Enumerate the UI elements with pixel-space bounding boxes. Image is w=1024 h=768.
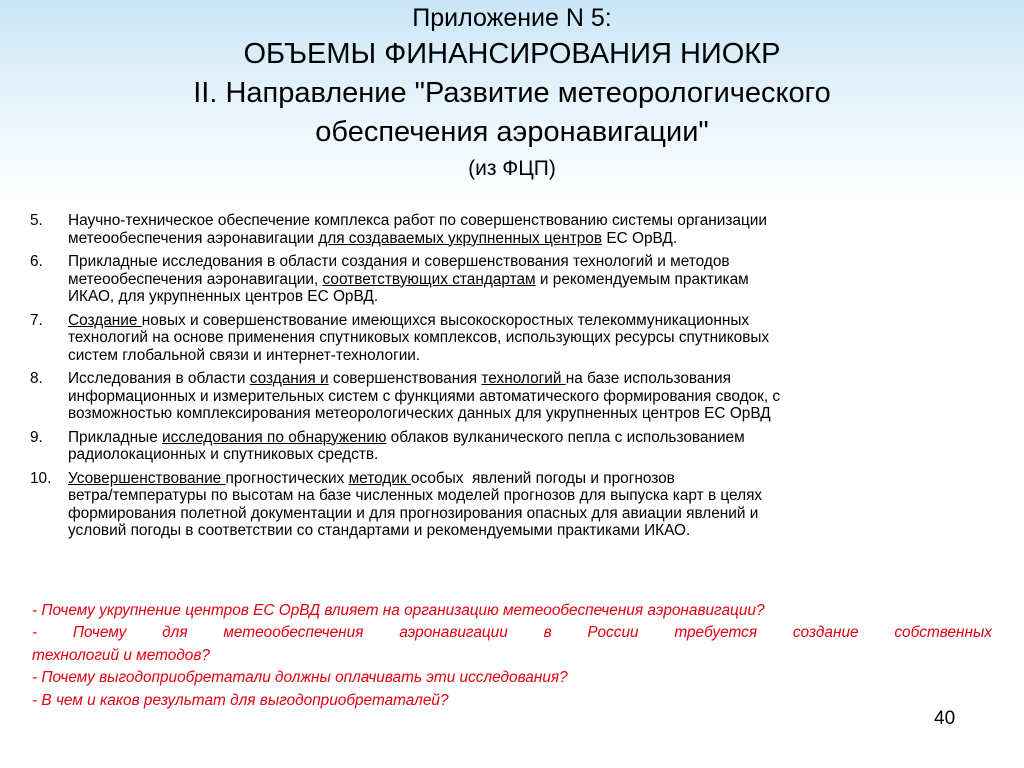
item-text: и рекомендуемым практикам — [535, 270, 749, 288]
item-line — [68, 429, 998, 447]
item-text: новых и совершенствование имеющихся высокоскоростных телекоммуникационных — [141, 311, 750, 329]
list-item — [30, 212, 998, 247]
question-2-cont: технологий и методов? — [32, 646, 210, 664]
question-2: - Почему для метеообеспечения аэронавигации в России требуется создание собственных — [32, 624, 992, 642]
item-text-underlined: соответствующих стандартам — [322, 270, 536, 288]
item-text-underlined: Создание — [68, 311, 142, 329]
item-line — [68, 446, 998, 464]
list-item — [30, 370, 998, 423]
title-main: ОБЪЕМЫ ФИНАНСИРОВАНИЯ НИОКР — [243, 38, 781, 70]
item-line — [68, 388, 998, 406]
item-line — [68, 505, 998, 523]
item-line — [68, 253, 998, 271]
item-text: облаков вулканического пепла с использованием — [386, 428, 745, 446]
item-text: радиолокационных и спутниковых средств. — [68, 446, 379, 463]
item-text: прогностических — [225, 469, 349, 487]
item-text: метеообеспечения аэронавигации — [68, 229, 319, 247]
item-number: 6. — [30, 253, 43, 270]
item-text-underlined: технологий — [481, 370, 566, 387]
item-text-underlined: методик — [348, 469, 411, 487]
item-text: Прикладные исследования в области создания и совершенствования технологий и методов — [68, 253, 730, 270]
item-text: ИКАО, для укрупненных центров ЕС ОрВД. — [68, 288, 379, 305]
item-text: метеообеспечения аэронавигации, — [68, 270, 323, 288]
item-text: формирования полетной документации и для прогнозирования опасных для авиации явлений и — [68, 504, 759, 522]
item-line — [68, 230, 998, 248]
item-number: 10. — [30, 469, 52, 487]
item-line — [68, 487, 998, 505]
item-text: Исследования в области — [68, 370, 250, 387]
list-item — [30, 470, 998, 540]
item-text: совершенствования — [328, 370, 482, 387]
item-line — [68, 405, 998, 423]
item-text-underlined: Усовершенствование — [68, 469, 226, 487]
item-text: возможностью комплексирования метеорологических данных для укрупненных центров ЕС ОрВД — [68, 405, 771, 422]
title-appendix: Приложение N 5: — [412, 4, 612, 32]
item-text: информационных и измерительных систем с функциями автоматического формирования сводок, с — [68, 387, 781, 405]
item-text-underlined: создания и — [249, 370, 329, 387]
item-line — [68, 271, 998, 289]
item-text: систем глобальной связи и интернет-технологии. — [68, 346, 421, 364]
item-line — [68, 329, 998, 347]
item-number: 7. — [30, 311, 43, 329]
item-text-underlined: исследования по обнаружению — [162, 428, 387, 446]
question-4: - В чем и каков результат для выгодоприобретаталей? — [32, 691, 449, 709]
item-line — [68, 212, 998, 230]
title-source: (из ФЦП) — [468, 157, 556, 180]
item-line — [68, 470, 998, 488]
item-line — [68, 522, 998, 540]
title-direction: II. Направление "Развитие метеорологического — [193, 77, 831, 109]
item-text: условий погоды в соответствии со стандартами и рекомендуемыми практиками ИКАО. — [68, 522, 691, 539]
numbered-list — [30, 212, 998, 546]
item-line — [68, 347, 998, 365]
list-item — [30, 253, 998, 306]
item-line — [68, 370, 998, 388]
item-text: ветра/температуры по высотам на базе численных моделей прогнозов для выпуска карт в целях — [68, 487, 763, 504]
item-line — [68, 288, 998, 306]
item-number: 8. — [30, 370, 43, 387]
item-text: Научно-техническое обеспечение комплекса работ по совершенствованию системы организации — [68, 212, 767, 229]
questions-block — [32, 600, 992, 712]
title-direction-cont: обеспечения аэронавигации" — [315, 116, 709, 148]
list-item — [30, 429, 998, 464]
item-line — [68, 312, 998, 330]
item-text: Прикладные — [68, 428, 163, 446]
item-text: технологий на основе применения спутниковых комплексов, использующих ресурсы спутниковых — [68, 329, 770, 346]
item-text-underlined: для создаваемых укрупненных центров — [318, 229, 603, 247]
question-3: - Почему выгодоприобретатали должны оплачивать эти исследования? — [32, 669, 568, 687]
question-1: - Почему укрупнение центров ЕС ОрВД влияет на организацию метеообеспечения аэронавигации? — [32, 602, 765, 619]
item-number: 5. — [30, 212, 43, 229]
list-item — [30, 312, 998, 365]
item-text: ЕС ОрВД. — [602, 229, 678, 247]
page-number: 40 — [934, 708, 956, 729]
item-text: особых явлений погоды и прогнозов — [410, 469, 675, 487]
slide-title — [0, 2, 1024, 184]
item-text: на базе использования — [565, 370, 731, 387]
item-number: 9. — [30, 428, 43, 446]
